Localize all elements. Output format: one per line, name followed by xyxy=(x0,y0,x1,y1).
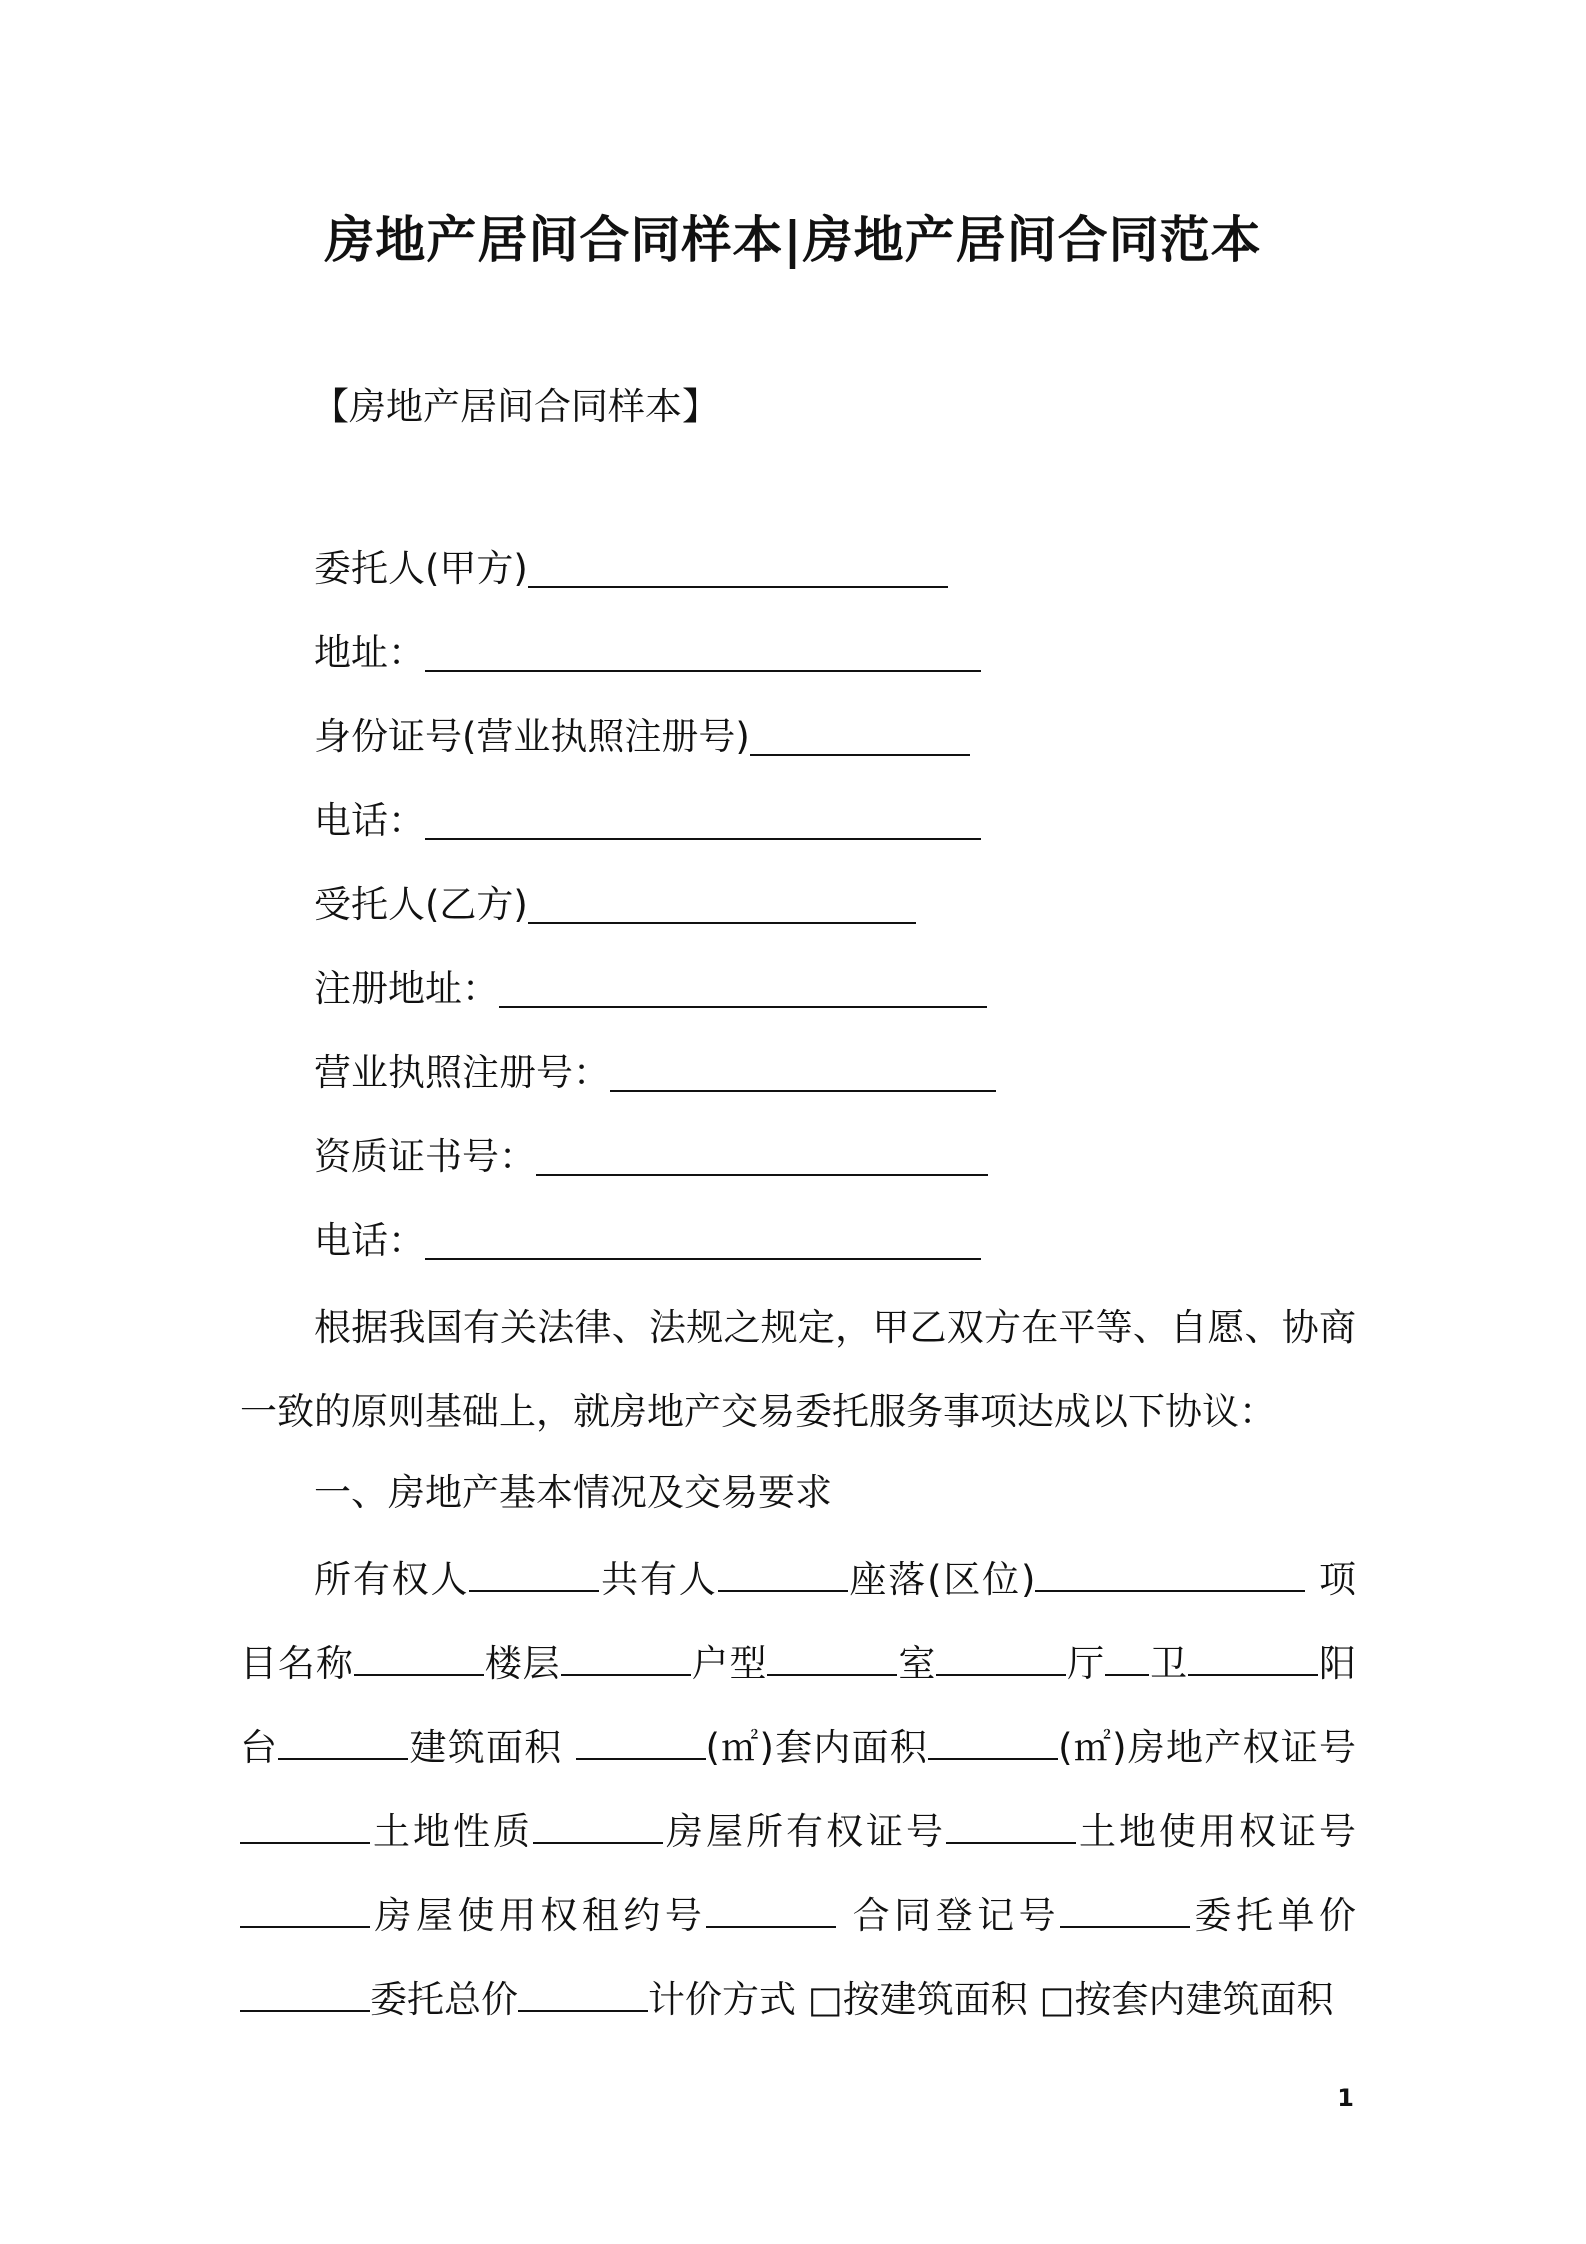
article-one-heading: 一、房地产基本情况及交易要求 xyxy=(314,1471,832,1514)
term: 所有权人 xyxy=(314,1558,470,1601)
field-trustee xyxy=(314,880,916,930)
term: 房屋所有权证号 xyxy=(663,1810,946,1853)
field-label: 营业执照注册号： xyxy=(314,1051,610,1094)
blank-line xyxy=(533,1804,663,1844)
document-title: 房地产居间合同样本|房地产居间合同范本 xyxy=(324,211,1262,269)
term: 共有人 xyxy=(599,1558,718,1601)
term: 户型 xyxy=(690,1642,768,1685)
blank-line xyxy=(576,1720,706,1760)
blank-line xyxy=(1105,1636,1149,1676)
field-label: 受托人(乙方) xyxy=(314,883,528,926)
blank-line xyxy=(610,1052,996,1092)
intro-paragraph xyxy=(240,1286,1356,1454)
checkbox-by-inner-area: □按套内建筑面积 xyxy=(1039,1978,1334,2021)
term: 楼层 xyxy=(483,1642,561,1685)
blank-line xyxy=(499,968,987,1008)
blank-line xyxy=(928,1720,1058,1760)
field-label: 电话： xyxy=(314,1219,425,1262)
blank-line xyxy=(936,1636,1066,1676)
field-label: 地址： xyxy=(314,631,425,674)
blank-line xyxy=(518,1972,648,2012)
blank-line xyxy=(425,632,981,672)
field-label: 身份证号(营业执照注册号) xyxy=(314,715,750,758)
term: 土地性质 xyxy=(370,1810,533,1853)
blank-line xyxy=(240,1888,370,1928)
blank-line xyxy=(706,1888,836,1928)
blank-line xyxy=(1035,1552,1305,1592)
blank-line xyxy=(1060,1888,1190,1928)
blank-line xyxy=(240,1804,370,1844)
term: 合同登记号 xyxy=(852,1894,1061,1937)
field-label: 电话： xyxy=(314,799,425,842)
field-address xyxy=(314,628,981,678)
term: 土地使用权证号 xyxy=(1076,1810,1356,1853)
field-phone-b xyxy=(314,1216,981,1266)
blank-line xyxy=(750,716,970,756)
term: 项目名称 xyxy=(240,1558,1357,1685)
blank-line xyxy=(561,1636,691,1676)
blank-line xyxy=(354,1636,484,1676)
blank-line xyxy=(528,548,948,588)
term: 厅 xyxy=(1066,1642,1106,1685)
field-license-number xyxy=(314,1048,996,1098)
term: 房屋使用权租约号 xyxy=(370,1894,707,1937)
blank-line xyxy=(240,1972,370,2012)
blank-line xyxy=(528,884,916,924)
field-label: 注册地址： xyxy=(314,967,499,1010)
term: 委托总价 xyxy=(370,1978,518,2021)
blank-line xyxy=(469,1552,599,1592)
field-registered-address xyxy=(314,964,987,1014)
field-id-number xyxy=(314,712,970,762)
blank-line xyxy=(1188,1636,1318,1676)
section-heading: 【房地产居间合同样本】 xyxy=(312,385,719,428)
term: 座落(区位) xyxy=(847,1558,1036,1601)
term: 室 xyxy=(897,1642,937,1685)
blank-line xyxy=(425,1220,981,1260)
term: 建筑面积 xyxy=(408,1726,563,1769)
blank-line xyxy=(425,800,981,840)
blank-line xyxy=(536,1136,988,1176)
term: 计价方式 xyxy=(648,1978,796,2021)
term: (㎡)套内面积 xyxy=(705,1726,929,1769)
field-label: 委托人(甲方) xyxy=(314,547,528,590)
blank-line xyxy=(767,1636,897,1676)
blank-line xyxy=(946,1804,1076,1844)
intro-text: 根据我国有关法律、法规之规定，甲乙双方在平等、自愿、协商一致的原则基础上，就房地产交易委托服务事项达成以下协议： xyxy=(240,1306,1356,1433)
page-number: 1 xyxy=(1337,2084,1354,2112)
checkbox-by-building-area: □按建筑面积 xyxy=(807,1978,1028,2021)
blank-line xyxy=(718,1552,848,1592)
field-label: 资质证书号： xyxy=(314,1135,536,1178)
property-details-text xyxy=(240,1538,1356,2042)
term: 委托单价 xyxy=(1190,1894,1357,1937)
term: 阳台 xyxy=(240,1642,1356,1769)
field-phone-a xyxy=(314,796,981,846)
term: 卫 xyxy=(1149,1642,1189,1685)
property-details-paragraph xyxy=(240,1538,1356,2042)
field-qualification-number xyxy=(314,1132,988,1182)
term: (㎡)房地产权证号 xyxy=(1058,1726,1357,1769)
blank-line xyxy=(278,1720,408,1760)
field-client xyxy=(314,544,948,594)
